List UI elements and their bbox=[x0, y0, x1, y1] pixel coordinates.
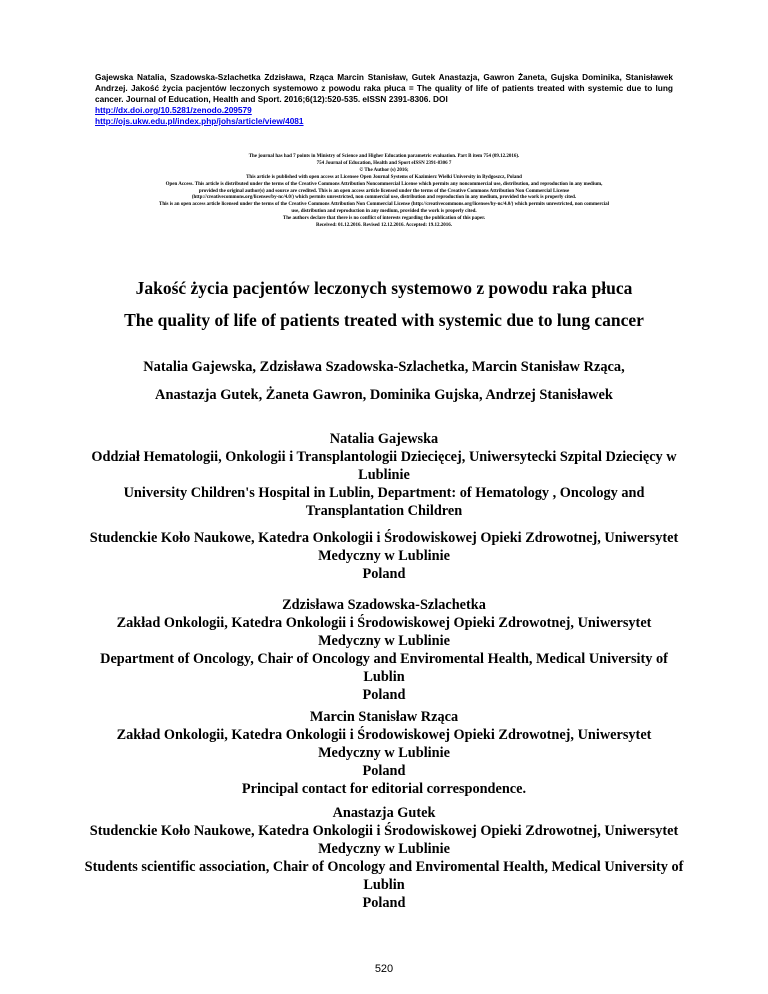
authors-line: Natalia Gajewska, Zdzisława Szadowska-Szlachetka, Marcin Stanisław Rząca, bbox=[143, 359, 625, 375]
affiliation-line: Studenckie Koło Naukowe, Katedra Onkologii i Środowiskowej Opieki Zdrowotnej, Uniwersytet Medyczny w Lublinie bbox=[89, 530, 679, 564]
ojs-link[interactable]: http://ojs.ukw.edu.pl/index.php/johs/article/view/4081 bbox=[95, 116, 304, 126]
affiliation-block bbox=[84, 804, 684, 912]
affiliation-author-name: Marcin Stanisław Rząca bbox=[309, 709, 459, 725]
affiliation-line: Poland bbox=[362, 687, 406, 703]
fine-print-line: (http://creativecommons.org/licenses/by-nc/4.0/) which permits unrestricted, non commercial use, distribution and reproduction in any medium, provided the work is properly cited. bbox=[191, 195, 577, 201]
affiliation-block bbox=[84, 529, 684, 583]
authors-line: Anastazja Gutek, Żaneta Gawron, Dominika Gujska, Andrzej Stanisławek bbox=[155, 387, 613, 403]
fine-print-line: This article is published with open access at Licensee Open Journal Systems of Kazimierz Wielki University in Bydgoszcz, Poland bbox=[246, 174, 522, 180]
affiliation-line: Poland bbox=[362, 566, 406, 582]
affiliation-line: Principal contact for editorial correspondence. bbox=[241, 781, 527, 797]
affiliation-line: Students scientific association, Chair of Oncology and Enviromental Health, Medical University of Lublin bbox=[84, 859, 684, 893]
affiliation-author-name: Natalia Gajewska bbox=[329, 431, 439, 447]
fine-print-line: The journal has had 7 points in Ministry of Science and Higher Education parametric evaluation. Part B item 754 (09.12.2016). bbox=[248, 154, 520, 159]
fine-print-line: Received: 01.12.2016. Revised 12.12.2016. Accepted: 19.12.2016. bbox=[315, 223, 453, 229]
journal-fine-print bbox=[30, 154, 738, 230]
affiliation-line: Poland bbox=[362, 763, 406, 779]
affiliation-line: Zakład Onkologii, Katedra Onkologii i Środowiskowej Opieki Zdrowotnej, Uniwersytet Medyczny w Lublinie bbox=[116, 615, 652, 649]
fine-print-line: Open Access. This article is distributed under the terms of the Creative Commons Attribution Noncommercial License which permits any noncommercial use, distribution, and reproduction in any medium, bbox=[165, 181, 603, 187]
page-number: 520 bbox=[374, 963, 394, 975]
affiliation-line: Studenckie Koło Naukowe, Katedra Onkologii i Środowiskowej Opieki Zdrowotnej, Uniwersytet Medyczny w Lublinie bbox=[89, 823, 679, 857]
affiliation-line: Oddział Hematologii, Onkologii i Transplantologii Dziecięcej, Uniwersytecki Szpital Dziecięcy w Lublinie bbox=[91, 449, 677, 483]
citation-block bbox=[95, 72, 673, 127]
fine-print-line: 754 Journal of Education, Health and Sport eISSN 2391-8306 7 bbox=[316, 160, 452, 166]
affiliation-block bbox=[84, 430, 684, 520]
citation-text: Gajewska Natalia, Szadowska-Szlachetka Zdzisława, Rząca Marcin Stanisław, Gutek Anastazja, Gawron Żaneta, Gujska Dominika, Stanisławek Andrzej. Jakość życia pacjentów leczonych systemowo z powodu raka płuca = The quality of life of patients treated with systemic due to lung cancer. Journal of Education, Health and Sport. 2016;6(12):520-535. eISSN 2391-8306. DOI bbox=[95, 72, 673, 104]
affiliation-block bbox=[84, 596, 684, 704]
fine-print-line: © The Author (s) 2016; bbox=[359, 167, 409, 173]
affiliation-author-name: Anastazja Gutek bbox=[332, 805, 436, 821]
affiliation-line: Poland bbox=[362, 895, 406, 911]
fine-print-line: This is an open access article licensed under the terms of the Creative Commons Attribution Non Commercial License (http://creativecommons.org/licenses/by-nc/4.0/) which permits unrestricted, non commercial bbox=[159, 202, 609, 208]
affiliation-line: Department of Oncology, Chair of Oncology and Enviromental Health, Medical University of Lublin bbox=[100, 651, 668, 685]
affiliation-line: Zakład Onkologii, Katedra Onkologii i Środowiskowej Opieki Zdrowotnej, Uniwersytet Medyczny w Lublinie bbox=[116, 727, 652, 761]
title-english: The quality of life of patients treated with systemic due to lung cancer bbox=[124, 310, 644, 330]
affiliation-block bbox=[84, 708, 684, 798]
affiliation-line: University Children's Hospital in Lublin, Department: of Hematology , Oncology and Transplantation Children bbox=[123, 485, 645, 519]
title-polish: Jakość życia pacjentów leczonych systemowo z powodu raka płuca bbox=[135, 278, 633, 298]
fine-print-line: The authors declare that there is no conflict of interests regarding the publication of this paper. bbox=[282, 216, 486, 222]
author-list bbox=[0, 353, 768, 409]
doi-link[interactable]: http://dx.doi.org/10.5281/zenodo.209579 bbox=[95, 105, 252, 115]
affiliation-author-name: Zdzisława Szadowska-Szlachetka bbox=[282, 597, 486, 613]
fine-print-line: use, distribution and reproduction in any medium, provided the work is properly cited. bbox=[291, 209, 477, 215]
fine-print-line: provided the original author(s) and source are credited. This is an open access article licensed under the terms of the Creative Commons Attribution Non Commercial License bbox=[198, 188, 570, 194]
